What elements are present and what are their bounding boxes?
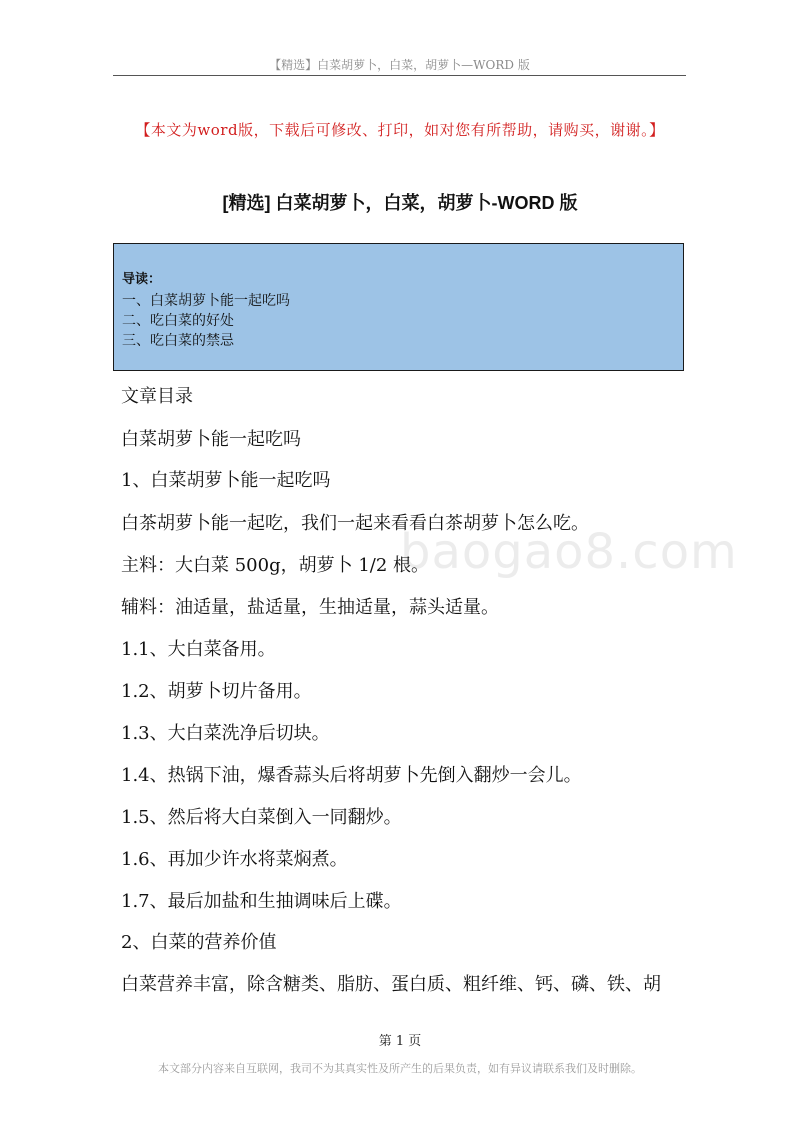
ingredients-secondary: 辅料：油适量，盐适量，生抽适量，蒜头适量。 [121, 597, 499, 618]
step-item: 1.3、大白菜洗净后切块。 [121, 723, 330, 744]
section-heading: 白菜胡萝卜能一起吃吗 [121, 429, 301, 450]
step-item: 1.2、胡萝卜切片备用。 [121, 681, 312, 702]
disclaimer: 本文部分内容来自互联网，我司不为其真实性及所产生的后果负责，如有异议请联系我们及时删除。 [158, 1062, 642, 1075]
document-title: [精选] 白菜胡萝卜，白菜，胡萝卜-WORD 版 [222, 193, 578, 213]
step-item: 1.7、最后加盐和生抽调味后上碟。 [121, 891, 402, 912]
toc-heading: 文章目录 [121, 386, 193, 407]
guide-item: 一、白菜胡萝卜能一起吃吗 [122, 293, 290, 309]
watermark: baogao8.com [400, 524, 738, 580]
step-item: 1.1、大白菜备用。 [121, 639, 276, 660]
purchase-notice: 【本文为word版，下载后可修改、打印，如对您有所帮助，请购买，谢谢。】 [135, 121, 665, 139]
page-number: 第 1 页 [378, 1034, 422, 1049]
step-item: 1.6、再加少许水将菜焖煮。 [121, 849, 348, 870]
subsection-heading: 2、白菜的营养价值 [121, 932, 277, 953]
guide-item: 三、吃白菜的禁忌 [122, 333, 234, 349]
header-divider [113, 75, 686, 76]
guide-item: 二、吃白菜的好处 [122, 313, 234, 329]
guide-label: 导读： [122, 272, 162, 287]
ingredients-main: 主料：大白菜 500g，胡萝卜 1/2 根。 [121, 555, 430, 576]
guide-box [113, 243, 684, 371]
body-paragraph: 白菜营养丰富，除含糖类、脂肪、蛋白质、粗纤维、钙、磷、铁、胡 [121, 974, 661, 995]
subsection-heading: 1、白菜胡萝卜能一起吃吗 [121, 470, 331, 491]
running-header: 【精选】白菜胡萝卜，白菜，胡萝卜—WORD 版 [269, 58, 530, 72]
step-item: 1.5、然后将大白菜倒入一同翻炒。 [121, 807, 402, 828]
step-item: 1.4、热锅下油，爆香蒜头后将胡萝卜先倒入翻炒一会儿。 [121, 765, 582, 786]
body-paragraph: 白茶胡萝卜能一起吃，我们一起来看看白茶胡萝卜怎么吃。 [121, 513, 589, 534]
